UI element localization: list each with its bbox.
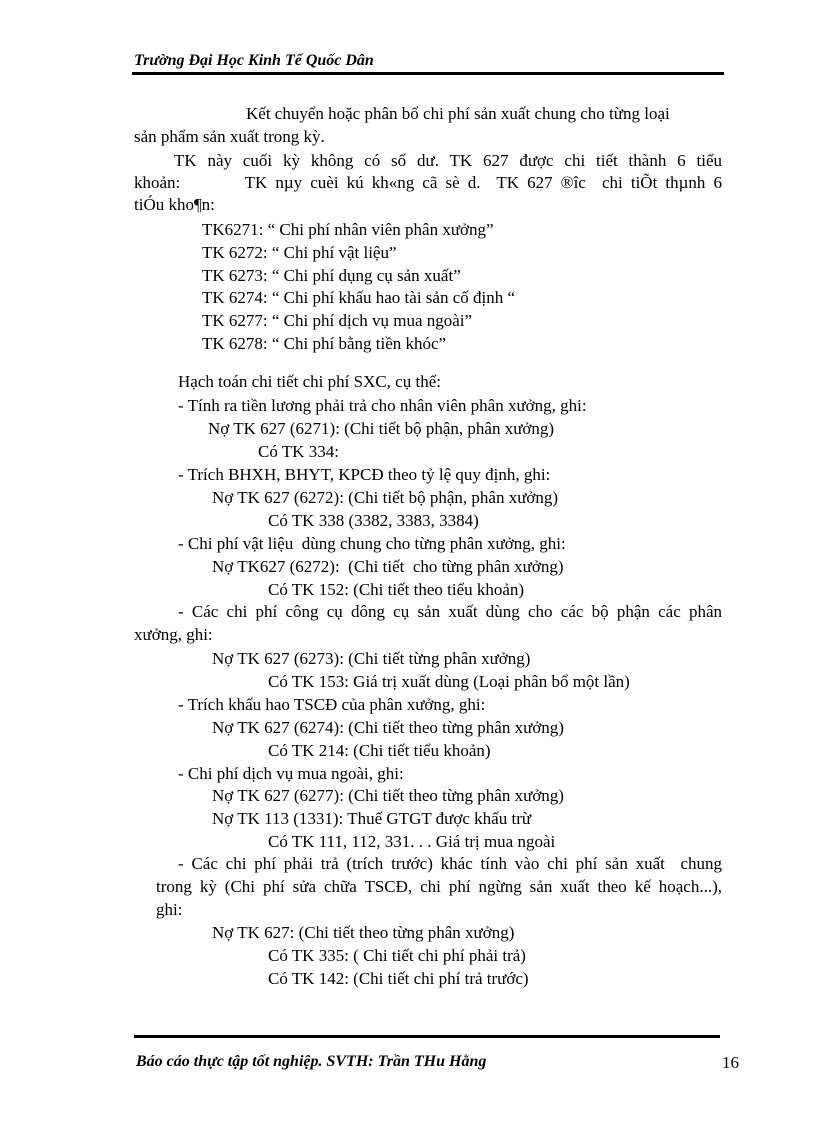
body-line: tiÓu kho¶n: [134, 195, 215, 214]
body-line: khoản: TK nµy cuèi kú kh«ng cã sè d. TK 627 ®îc chi tiÕt thµnh 6 [134, 173, 722, 192]
body-line: - Các chi phí công cụ dông cụ sản xuất dùng cho các bộ phận các phân [178, 602, 722, 621]
body-line: Nợ TK 627 (6272): (Chi tiết bộ phận, phân xưởng) [212, 488, 559, 507]
body-line: sản phẩm sản xuất trong kỳ. [134, 127, 325, 146]
body-line: Nợ TK 627 (6274): (Chi tiết theo từng phân xưởng) [212, 718, 564, 737]
footer-text: Báo cáo thực tập tốt nghiệp. SVTH: Trần THu Hằng [136, 1053, 487, 1070]
page-number: 16 [722, 1053, 739, 1072]
body-line: Có TK 214: (Chi tiết tiểu khoản) [268, 741, 491, 760]
body-line: - Trích khấu hao TSCĐ của phân xưởng, ghi: [178, 695, 486, 714]
body-line: Kết chuyển hoặc phân bổ chi phí sản xuất chung cho từng loại [246, 104, 670, 123]
body-line: Có TK 142: (Chi tiết chi phí trả trước) [268, 969, 529, 988]
body-line: Có TK 335: ( Chi tiết chi phí phải trả) [268, 946, 526, 965]
body-line: - Trích BHXH, BHYT, KPCĐ theo tỷ lệ quy định, ghi: [178, 465, 551, 484]
page-header-title: Trường Đại Học Kinh Tế Quốc Dân [134, 52, 374, 69]
body-line: Hạch toán chi tiết chi phí SXC, cụ thể: [178, 372, 441, 391]
body-line: TK 6272: “ Chi phí vật liệu” [202, 243, 397, 262]
body-line: Nợ TK 627 (6277): (Chi tiết theo từng phân xưởng) [212, 786, 564, 805]
body-line: TK này cuối kỳ không có số dư. TK 627 được chi tiết thành 6 tiểu [174, 151, 722, 170]
body-line: Có TK 334: [258, 442, 339, 461]
body-line: - Chi phí dịch vụ mua ngoài, ghi: [178, 764, 404, 783]
body-line: TK 6274: “ Chi phí khấu hao tài sản cố định “ [202, 288, 516, 307]
body-line: Nợ TK 627: (Chi tiết theo từng phân xưởng) [212, 923, 515, 942]
body-line: - Chi phí vật liệu dùng chung cho từng phân xưởng, ghi: [178, 534, 566, 553]
body-line: - Các chi phí phải trả (trích trước) khác tính vào chi phí sản xuất chung [178, 854, 722, 873]
body-line: Nợ TK627 (6272): (Chi tiết cho từng phân xưởng) [212, 557, 564, 576]
body-line: - Tính ra tiền lương phải trả cho nhân viên phân xưởng, ghi: [178, 396, 587, 415]
body-line: Có TK 111, 112, 331. . . Giá trị mua ngoài [268, 832, 556, 851]
body-line: Có TK 153: Giá trị xuất dùng (Loại phân bổ một lần) [268, 672, 630, 691]
body-line: Nợ TK 113 (1331): Thuế GTGT được khấu trừ [212, 809, 532, 828]
body-line: xưởng, ghi: [134, 625, 213, 644]
body-line: trong kỳ (Chi phí sửa chữa TSCĐ, chi phí ngừng sản xuất theo kế hoạch...), [156, 877, 722, 896]
body-line: Có TK 338 (3382, 3383, 3384) [268, 511, 479, 530]
body-line: ghi: [156, 900, 183, 919]
body-line: Nợ TK 627 (6271): (Chi tiết bộ phận, phân xưởng) [208, 419, 555, 438]
body-line: TK 6278: “ Chi phí bằng tiền khóc” [202, 334, 447, 353]
footer-rule [134, 1035, 720, 1038]
body-line: Nợ TK 627 (6273): (Chi tiết từng phân xưởng) [212, 649, 531, 668]
body-line: TK6271: “ Chi phí nhân viên phân xưởng” [202, 220, 494, 239]
header-rule [132, 72, 724, 75]
body-line: TK 6277: “ Chi phí dịch vụ mua ngoài” [202, 311, 473, 330]
body-line: Có TK 152: (Chi tiết theo tiểu khoản) [268, 580, 525, 599]
body-line: TK 6273: “ Chi phí dụng cụ sản xuất” [202, 266, 461, 285]
